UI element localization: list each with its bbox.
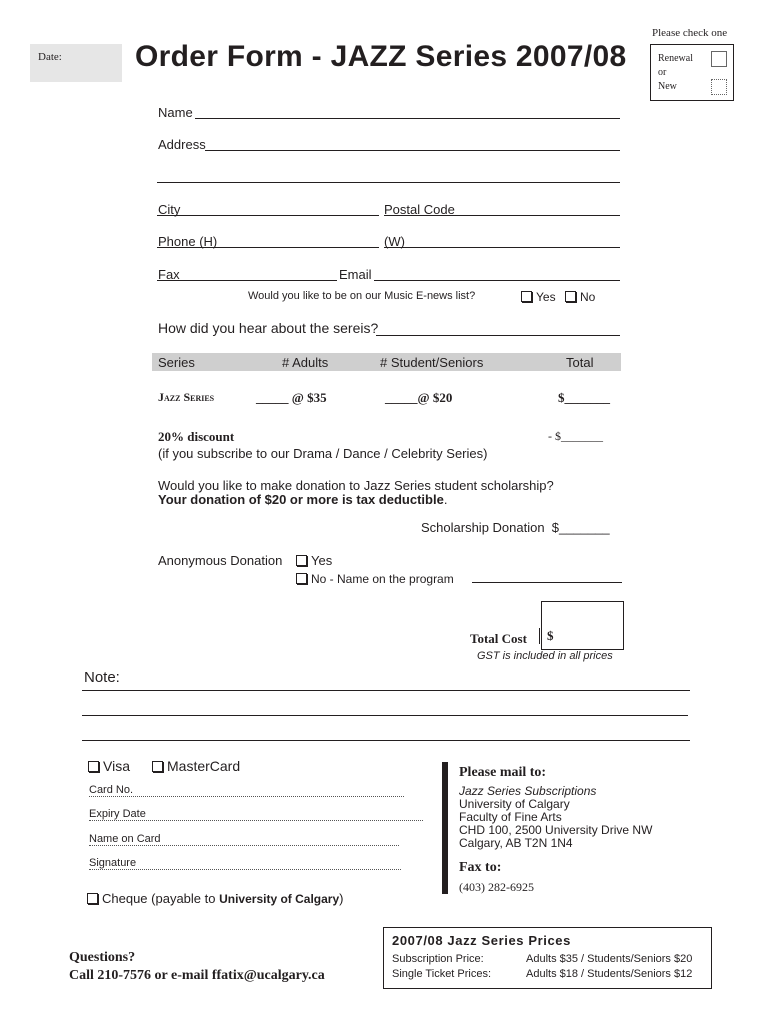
note-line-3[interactable] (82, 740, 690, 741)
mastercard-label: MasterCard (167, 758, 241, 774)
anonymous-no-checkbox[interactable] (296, 573, 307, 584)
total-cost-separator (539, 628, 540, 644)
questions-contact: Call 210-7576 or e-mail ffatix@ucalgary.ca (69, 968, 325, 983)
expiry-date-label: Expiry Date (89, 808, 146, 820)
name-on-card-label: Name on Card (89, 833, 161, 845)
mail-line-3: Faculty of Fine Arts (459, 810, 562, 824)
scholarship-donation-field[interactable]: Scholarship Donation $_______ (421, 520, 610, 535)
fax-heading: Fax to: (459, 860, 502, 875)
renewal-checkbox[interactable] (711, 51, 727, 67)
program-name-field[interactable] (472, 582, 622, 583)
series-table-header (152, 353, 621, 371)
total-header: Total (566, 355, 594, 370)
card-number-field[interactable] (89, 796, 404, 797)
new-checkbox[interactable] (711, 79, 727, 95)
city-field[interactable] (157, 215, 379, 216)
phone-home-label: Phone (H) (158, 234, 218, 249)
anonymous-no-label: No - Name on the program (311, 572, 454, 586)
fax-field[interactable] (157, 280, 337, 281)
note-label: Note: (84, 669, 120, 686)
enews-no-option[interactable] (565, 290, 595, 304)
expiry-date-field[interactable] (89, 820, 423, 821)
adults-header: # Adults (282, 355, 329, 370)
name-on-card-field[interactable] (89, 845, 399, 846)
tax-deductible-note (158, 492, 447, 507)
page-title: Order Form - JAZZ Series 2007/08 (135, 40, 627, 73)
mail-line-2: University of Calgary (459, 797, 570, 811)
mail-address (459, 785, 652, 850)
address-field-2[interactable] (157, 182, 620, 183)
renewal-box (650, 44, 734, 101)
subscription-price-label: Subscription Price: (392, 953, 484, 965)
enews-yes-label: Yes (536, 290, 556, 304)
total-cost-label: Total Cost (470, 631, 527, 646)
mail-line-4: CHD 100, 2500 University Drive NW (459, 823, 653, 837)
discount-title: 20% discount (158, 429, 235, 444)
single-ticket-value: Adults $18 / Students/Seniors $12 (526, 968, 693, 980)
discount-amount-field[interactable]: - $_______ (548, 429, 603, 443)
discount-note: (if you subscribe to our Drama / Dance / Celebrity Series) (158, 446, 488, 461)
series-total-field[interactable]: $_______ (558, 390, 610, 405)
cheque-payee: University of Calgary (219, 892, 340, 906)
card-number-label: Card No. (89, 784, 134, 796)
anonymous-donation-label: Anonymous Donation (158, 553, 283, 568)
postal-code-label: Postal Code (384, 202, 455, 217)
questions-heading: Questions? (69, 950, 136, 965)
visa-label: Visa (103, 758, 130, 774)
signature-label: Signature (89, 857, 137, 869)
name-label: Name (158, 105, 193, 120)
enews-yes-checkbox[interactable] (521, 291, 532, 302)
anonymous-yes-option[interactable] (296, 553, 332, 568)
anonymous-yes-checkbox[interactable] (296, 555, 307, 566)
student-quantity-field[interactable]: _____@ $20 (385, 390, 453, 405)
subscription-price-value: Adults $35 / Students/Seniors $20 (526, 953, 693, 965)
students-header: # Student/Seniors (380, 355, 484, 370)
mail-divider (442, 762, 448, 894)
name-field[interactable] (195, 118, 620, 119)
donation-question: Would you like to make donation to Jazz Series student scholarship? (158, 478, 554, 493)
date-box[interactable] (30, 44, 122, 82)
hear-field[interactable] (376, 335, 620, 336)
email-label: Email (339, 267, 372, 282)
mail-heading: Please mail to: (459, 765, 547, 780)
renewal-label: Renewal (658, 53, 693, 64)
phone-work-field[interactable] (384, 247, 620, 248)
anonymous-no-option[interactable] (296, 572, 454, 586)
fax-number: (403) 282-6925 (459, 880, 534, 894)
jazz-series-label: Jazz Series (158, 390, 215, 404)
prices-title: 2007/08 Jazz Series Prices (392, 933, 571, 948)
or-label: or (658, 67, 667, 78)
fax-label: Fax (158, 267, 180, 282)
address-label: Address (158, 137, 206, 152)
cheque-option[interactable] (87, 891, 343, 906)
note-line-2[interactable] (82, 715, 688, 716)
anonymous-yes-label: Yes (311, 553, 333, 568)
new-label: New (658, 81, 677, 92)
postal-code-field[interactable] (384, 215, 620, 216)
visa-option[interactable] (88, 758, 130, 774)
enews-question: Would you like to be on our Music E-news list? (248, 290, 476, 302)
series-header: Series (158, 355, 195, 370)
prices-box (383, 927, 712, 989)
enews-no-checkbox[interactable] (565, 291, 576, 302)
total-cost-dollar: $ (547, 628, 554, 643)
hear-question: How did you hear about the sereis? (158, 320, 379, 336)
gst-note: GST is included in all prices (477, 650, 613, 662)
cheque-text: Cheque (payable to (102, 891, 220, 906)
phone-work-label: (W) (384, 234, 405, 249)
mail-line-1: Jazz Series Subscriptions (459, 784, 597, 798)
adult-quantity-field[interactable]: _____ @ $35 (256, 390, 327, 405)
tax-deductible-text: Your donation of $20 or more is tax deductible (158, 492, 444, 507)
enews-yes-option[interactable] (521, 290, 556, 304)
mastercard-checkbox[interactable] (152, 761, 163, 772)
phone-home-field[interactable] (157, 247, 379, 248)
signature-field[interactable] (89, 869, 401, 870)
address-field[interactable] (205, 150, 620, 151)
mastercard-option[interactable] (152, 758, 240, 774)
date-label: Date: (38, 51, 62, 63)
single-ticket-label: Single Ticket Prices: (392, 968, 492, 980)
cheque-suffix: ) (339, 891, 344, 906)
note-line-1[interactable] (82, 690, 690, 691)
email-field[interactable] (374, 280, 620, 281)
mail-line-5: Calgary, AB T2N 1N4 (459, 836, 573, 850)
city-label: City (158, 202, 181, 217)
tax-deductible-suffix: . (443, 492, 448, 507)
cheque-checkbox[interactable] (87, 893, 98, 904)
visa-checkbox[interactable] (88, 761, 99, 772)
please-check-one-label: Please check one (652, 27, 728, 39)
enews-no-label: No (580, 290, 596, 304)
